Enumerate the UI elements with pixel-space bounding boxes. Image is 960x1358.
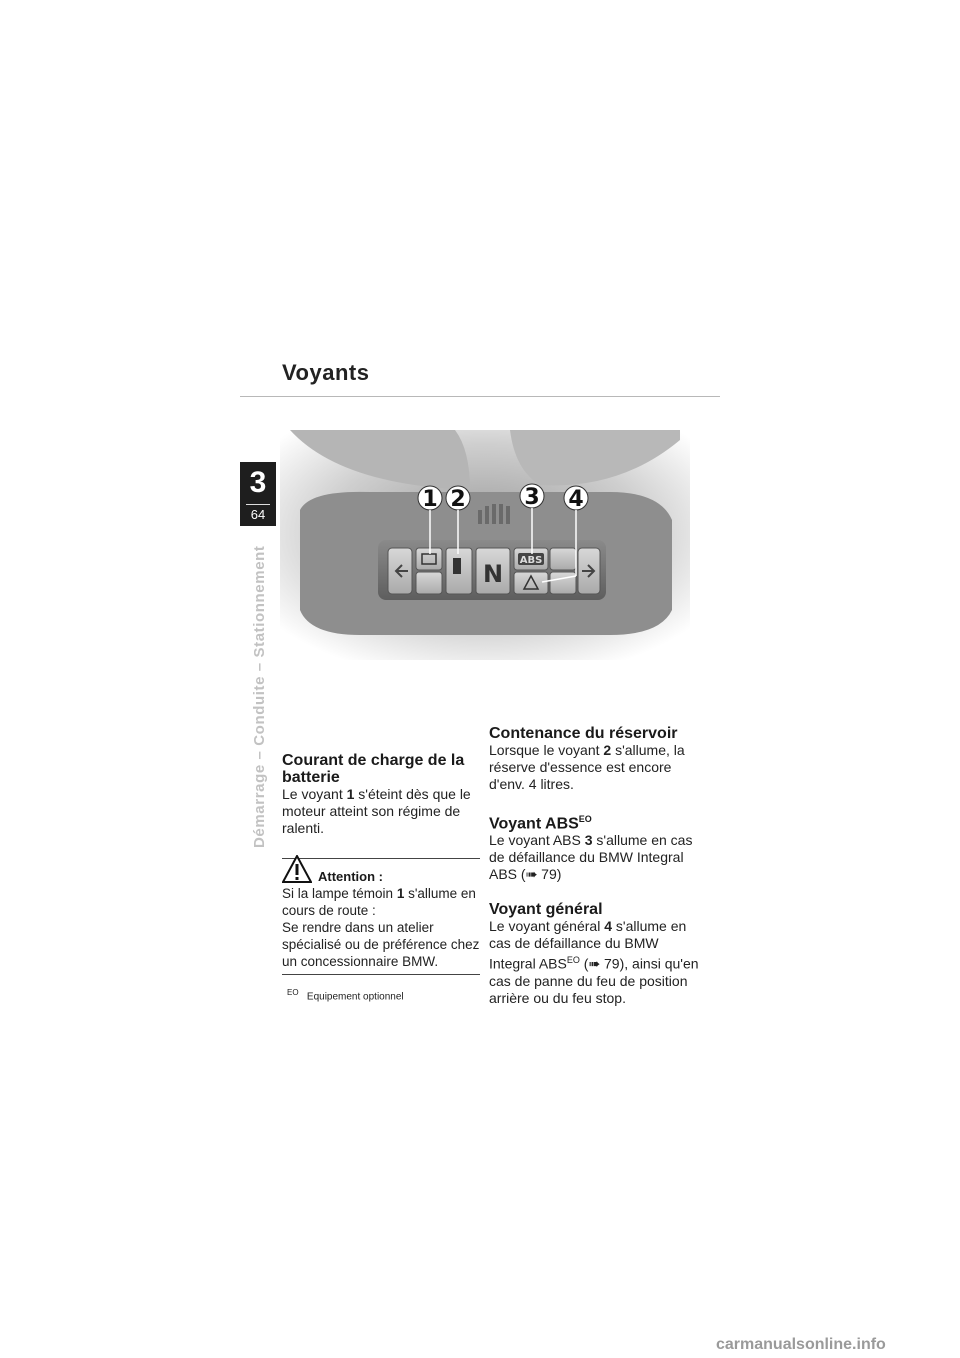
general-text-c: (➠ 79), ainsi qu'en cas de panne du feu de position arrière ou du feu stop. bbox=[489, 955, 699, 1006]
callout-4: 4 bbox=[568, 487, 584, 512]
chapter-divider bbox=[246, 504, 270, 505]
tank-text-b: s'allume, la réserve d'essence est encore d'env. 4 litres. bbox=[489, 742, 685, 792]
tank-heading: Contenance du réservoir bbox=[489, 725, 678, 742]
fog-lamp bbox=[550, 572, 576, 594]
battery-heading: Courant de charge de la batterie bbox=[282, 752, 465, 786]
attention-text-c: Se rendre dans un atelier spécialisé ou de préférence chez un concessionnaire BMW. bbox=[282, 920, 480, 969]
right-column bbox=[489, 725, 699, 1007]
abs-icon: ABS bbox=[519, 555, 543, 566]
footnote-mark: EO bbox=[287, 988, 299, 997]
abs-text bbox=[489, 832, 699, 883]
battery-text-a: Le voyant bbox=[282, 786, 347, 802]
abs-heading bbox=[489, 811, 699, 832]
attention-block bbox=[282, 858, 480, 975]
oil-lamp bbox=[550, 548, 576, 570]
general-text-a: Le voyant général bbox=[489, 918, 605, 935]
battery-lamp bbox=[416, 548, 442, 570]
warning-icon bbox=[282, 855, 312, 883]
abs-heading-sup: EO bbox=[578, 814, 592, 824]
callout-1: 1 bbox=[422, 487, 438, 512]
abs-text-b: s'allume en cas de défaillance du BMW Integral ABS (➠ 79) bbox=[489, 832, 693, 883]
general-ref: 4 bbox=[604, 918, 612, 935]
attention-text bbox=[282, 885, 480, 970]
fuel-pump-icon bbox=[453, 558, 461, 574]
attention-text-b: s'allume en cours de route : bbox=[282, 886, 476, 918]
attention-ref: 1 bbox=[396, 886, 405, 901]
watermark: carmanualsonline.info bbox=[716, 1336, 886, 1353]
chapter-number: 3 bbox=[249, 466, 267, 499]
tank-text bbox=[489, 742, 699, 793]
general-text-b: s'allume en cas de défaillance du BMW Integral ABS bbox=[489, 918, 687, 972]
lowbeam-lamp bbox=[416, 572, 442, 594]
page-title: Voyants bbox=[282, 360, 370, 385]
tank-text-a: Lorsque le voyant bbox=[489, 742, 604, 758]
footnote-text: Equipement optionnel bbox=[306, 991, 404, 1003]
attention-header bbox=[282, 859, 480, 885]
instrument-cluster-photo bbox=[280, 430, 690, 660]
general-sup: EO bbox=[566, 955, 580, 966]
general-text bbox=[489, 918, 699, 1007]
abs-text-a: Le voyant ABS bbox=[489, 832, 585, 849]
general-heading: Voyant général bbox=[489, 901, 603, 919]
callout-3: 3 bbox=[524, 485, 540, 510]
attention-text-a: Si la lampe témoin bbox=[282, 886, 397, 901]
side-label: Démarrage – Conduite – Stationnement bbox=[251, 545, 268, 848]
battery-ref: 1 bbox=[346, 786, 355, 802]
side-label-wrap bbox=[250, 545, 272, 848]
page-number: 64 bbox=[250, 507, 266, 522]
left-column bbox=[282, 752, 480, 837]
battery-text-b: s'éteint dès que le moteur atteint son régime de ralenti. bbox=[282, 786, 471, 836]
neutral-icon: N bbox=[482, 560, 504, 588]
footnote bbox=[287, 988, 404, 1002]
tank-ref: 2 bbox=[603, 742, 612, 758]
attention-label: Attention : bbox=[318, 869, 383, 884]
abs-heading-text: Voyant ABS bbox=[489, 815, 579, 833]
battery-text bbox=[282, 786, 480, 837]
title-divider bbox=[240, 396, 720, 397]
callout-2: 2 bbox=[450, 487, 466, 512]
attention-end-rule bbox=[282, 974, 480, 975]
chapter-tab bbox=[240, 462, 276, 526]
abs-ref: 3 bbox=[584, 832, 593, 849]
